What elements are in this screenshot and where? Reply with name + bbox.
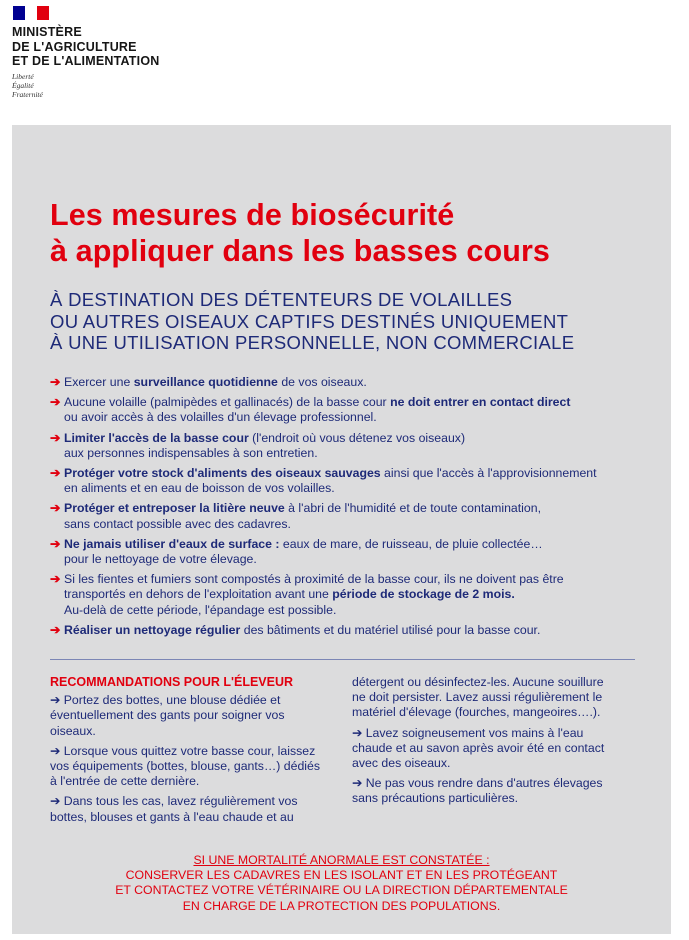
subtitle-line: À DESTINATION DES DÉTENTEURS DE VOLAILLES — [50, 289, 513, 310]
flag-blue-band — [13, 6, 25, 20]
measure-text: Si les fientes et fumiers sont compostés à proximité de la basse cour, ils ne doivent pas être — [64, 572, 564, 587]
measure-text: ou avoir accès à des volailles d'un élevage professionnel. — [64, 410, 377, 425]
recommendation-line: éventuellement des gants pour soigner vos — [50, 708, 285, 723]
measure-line — [64, 623, 650, 638]
measure-text: Aucune volaille (palmipèdes et gallinacés) de la basse cour — [64, 395, 391, 410]
recommendation-item — [352, 726, 652, 772]
ministry-name — [12, 25, 159, 69]
recommendation-item — [50, 744, 340, 790]
recommendation-line: matériel d'élevage (fourches, mangeoires….). — [352, 705, 601, 720]
measure-line — [64, 410, 650, 425]
recommendation-line: à l'entrée de cette dernière. — [50, 774, 200, 789]
measure-text: à l'abri de l'humidité et de toute contamination, — [284, 501, 542, 516]
bullet-arrow-icon: ➔ — [50, 501, 61, 516]
measure-line — [64, 395, 650, 410]
recommendation-line: sans précautions particulières. — [352, 791, 519, 806]
mortality-alert — [12, 853, 671, 914]
republic-motto — [12, 72, 43, 99]
measure-emphasis: surveillance quotidienne — [133, 375, 278, 389]
motto-line: Fraternité — [12, 90, 43, 99]
alert-line: CONSERVER LES CADAVRES EN LES ISOLANT ET EN LES PROTÉGEANT — [125, 868, 558, 883]
measure-item — [50, 623, 650, 638]
recommendation-line: détergent ou désinfectez-les. Aucune souillure — [352, 675, 604, 689]
ministry-line: ET DE L'ALIMENTATION — [12, 54, 160, 68]
measure-text: Au-delà de cette période, l'épandage est possible. — [64, 602, 337, 617]
alert-heading: SI UNE MORTALITÉ ANORMALE EST CONSTATÉE : — [193, 853, 490, 867]
subtitle-line: À UNE UTILISATION PERSONNELLE, NON COMMERCIALE — [50, 332, 575, 353]
recommendation-item — [50, 794, 340, 824]
measure-emphasis: Réaliser un nettoyage régulier — [64, 622, 241, 637]
poster-title — [50, 197, 550, 269]
measure-text: eaux de mare, de ruisseau, de pluie collectée… — [279, 536, 543, 551]
measure-emphasis: Protéger votre stock d'aliments des oiseaux sauvages — [64, 466, 381, 481]
page-header — [0, 0, 689, 125]
measure-line — [64, 552, 650, 567]
measure-emphasis: ne doit entrer en contact direct — [390, 395, 571, 410]
recommendation-line: avec des oiseaux. — [352, 756, 451, 771]
recommendation-line: ➔ Ne pas vous rendre dans d'autres élevages — [352, 776, 603, 791]
measure-emphasis: Protéger et entreposer la litière neuve — [64, 501, 285, 516]
recommendation-line: ne doit persister. Lavez aussi régulièrement le — [352, 690, 603, 705]
measure-item — [50, 375, 650, 390]
measure-line — [64, 603, 650, 618]
bullet-arrow-icon: ➔ — [50, 466, 61, 481]
measure-text: des bâtiments et du matériel utilisé pour la basse cour. — [240, 622, 541, 637]
biosecurity-poster — [12, 125, 671, 934]
measure-line — [64, 537, 650, 552]
measure-line — [64, 431, 650, 446]
recommendations-title: RECOMMANDATIONS POUR L'ÉLEVEUR — [50, 675, 294, 689]
measure-line — [64, 481, 650, 496]
recommendation-line: ➔ Dans tous les cas, lavez régulièrement vos — [50, 794, 298, 809]
title-line: à appliquer dans les basses cours — [50, 234, 550, 268]
ministry-line: DE L'AGRICULTURE — [12, 39, 137, 54]
bullet-arrow-icon: ➔ — [50, 430, 61, 445]
measure-line — [64, 466, 650, 481]
measure-text: pour le nettoyage de votre élevage. — [64, 552, 257, 567]
measure-text: sans contact possible avec des cadavres. — [64, 516, 291, 531]
measure-item — [50, 501, 650, 531]
recommendations-column-right — [352, 675, 652, 812]
recommendation-item — [352, 675, 652, 721]
measure-emphasis: Limiter l'accès de la basse cour — [64, 430, 249, 445]
measure-line — [64, 446, 650, 461]
ministry-line: MINISTÈRE — [12, 25, 82, 39]
measure-line — [64, 572, 650, 587]
measure-text: (l'endroit où vous détenez vos oiseaux) — [248, 430, 466, 445]
measure-emphasis: Ne jamais utiliser d'eaux de surface : — [64, 536, 280, 551]
recommendation-line: vos équipements (bottes, blouse, gants…) dédiés — [50, 759, 321, 774]
alert-line: EN CHARGE DE LA PROTECTION DES POPULATIONS. — [182, 898, 501, 913]
bullet-arrow-icon: ➔ — [50, 395, 61, 410]
measure-text: Exercer une — [64, 375, 134, 389]
recommendation-line: oiseaux. — [50, 723, 96, 738]
measure-emphasis: période de stockage de 2 mois. — [332, 587, 515, 602]
alert-line: ET CONTACTEZ VOTRE VÉTÉRINAIRE OU LA DIRECTION DÉPARTEMENTALE — [115, 883, 568, 898]
measure-text: transportés en dehors de l'exploitation avant une — [64, 587, 333, 602]
measure-line — [64, 501, 650, 516]
recommendations-column-left — [50, 675, 340, 830]
recommendation-line: chaude et au savon après avoir été en contact — [352, 740, 605, 755]
measure-text: de vos oiseaux. — [277, 375, 367, 389]
recommendation-item — [50, 693, 340, 739]
measure-text: ainsi que l'accès à l'approvisionnement — [380, 466, 597, 481]
measures-list — [50, 375, 650, 643]
section-divider — [50, 659, 635, 660]
bullet-arrow-icon: ➔ — [50, 536, 61, 551]
poster-subtitle — [50, 289, 574, 354]
recommendation-item — [352, 776, 652, 806]
bullet-arrow-icon: ➔ — [50, 375, 61, 389]
subtitle-line: OU AUTRES OISEAUX CAPTIFS DESTINÉS UNIQUEMENT — [50, 310, 569, 332]
measure-item — [50, 431, 650, 461]
measure-item — [50, 572, 650, 618]
measure-item — [50, 395, 650, 425]
bullet-arrow-icon: ➔ — [50, 622, 61, 637]
recommendation-line: ➔ Lavez soigneusement vos mains à l'eau — [352, 725, 584, 740]
bullet-arrow-icon: ➔ — [50, 572, 61, 587]
title-line: Les mesures de biosécurité — [50, 198, 455, 232]
measure-line — [64, 375, 650, 390]
motto-line: Liberté — [12, 72, 34, 81]
flag-white-band — [25, 6, 37, 20]
motto-line: Égalité — [12, 81, 34, 90]
recommendation-line: ➔ Portez des bottes, une blouse dédiée et — [50, 693, 281, 708]
measure-text: en aliments et en eau de boisson de vos volailles. — [64, 481, 335, 496]
measure-item — [50, 537, 650, 567]
measure-text: aux personnes indispensables à son entretien. — [64, 445, 318, 460]
marianne-flag-logo — [13, 6, 49, 20]
measure-line — [64, 587, 650, 602]
measure-item — [50, 466, 650, 496]
flag-red-band — [37, 6, 49, 20]
measure-line — [64, 517, 650, 532]
recommendation-line: bottes, blouses et gants à l'eau chaude et au — [50, 809, 294, 824]
recommendation-line: ➔ Lorsque vous quittez votre basse cour, laissez — [50, 743, 316, 758]
